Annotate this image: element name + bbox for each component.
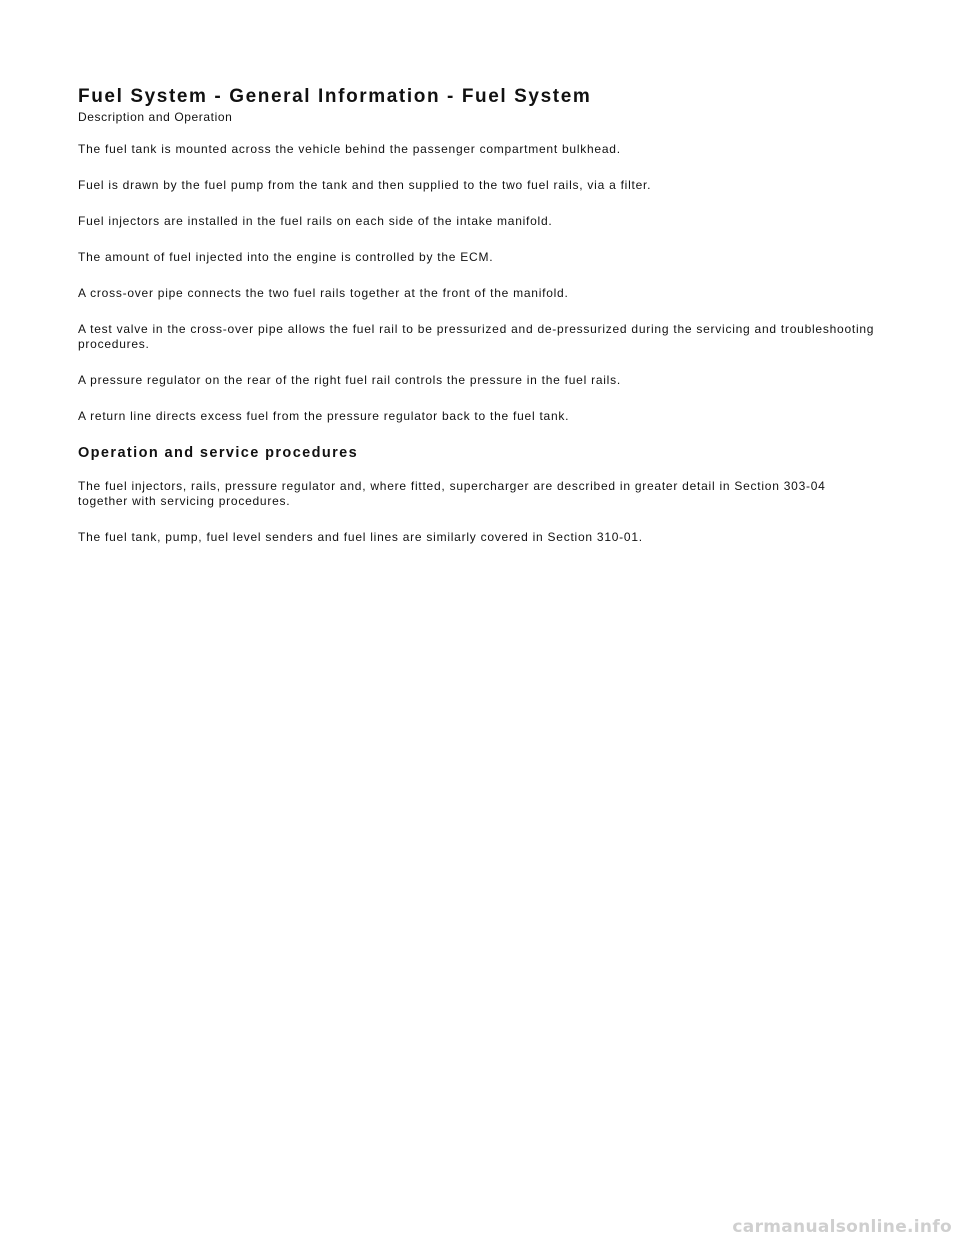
paragraph-fuel-tank: The fuel tank is mounted across the vehicle behind the passenger compartment bulkhead. [78, 142, 621, 156]
paragraph-section-303-04: The fuel injectors, rails, pressure regulator and, where fitted, supercharger are described in greater detail in Section 303-04 together with servicing procedures. [78, 479, 826, 508]
document-page [78, 86, 878, 545]
paragraph-fuel-injectors: Fuel injectors are installed in the fuel rails on each side of the intake manifold. [78, 214, 553, 228]
paragraph-pressure-regulator: A pressure regulator on the rear of the right fuel rail controls the pressure in the fuel rails. [78, 373, 621, 387]
paragraph-return-line: A return line directs excess fuel from the pressure regulator back to the fuel tank. [78, 409, 570, 423]
paragraph-cross-over-pipe: A cross-over pipe connects the two fuel rails together at the front of the manifold. [78, 286, 569, 300]
page-title: Fuel System - General Information - Fuel System [78, 86, 592, 107]
watermark-text: carmanualsonline.info [732, 1217, 952, 1237]
paragraph-test-valve: A test valve in the cross-over pipe allows the fuel rail to be pressurized and de-pressurized during the servicing and troubleshooting procedures. [78, 322, 875, 351]
paragraph-section-310-01: The fuel tank, pump, fuel level senders and fuel lines are similarly covered in Section 310-01. [78, 530, 643, 544]
section-heading: Operation and service procedures [78, 445, 359, 461]
paragraph-fuel-pump: Fuel is drawn by the fuel pump from the tank and then supplied to the two fuel rails, via a filter. [78, 178, 652, 192]
page-subtitle: Description and Operation [78, 110, 233, 124]
paragraph-ecm-control: The amount of fuel injected into the engine is controlled by the ECM. [78, 250, 494, 264]
